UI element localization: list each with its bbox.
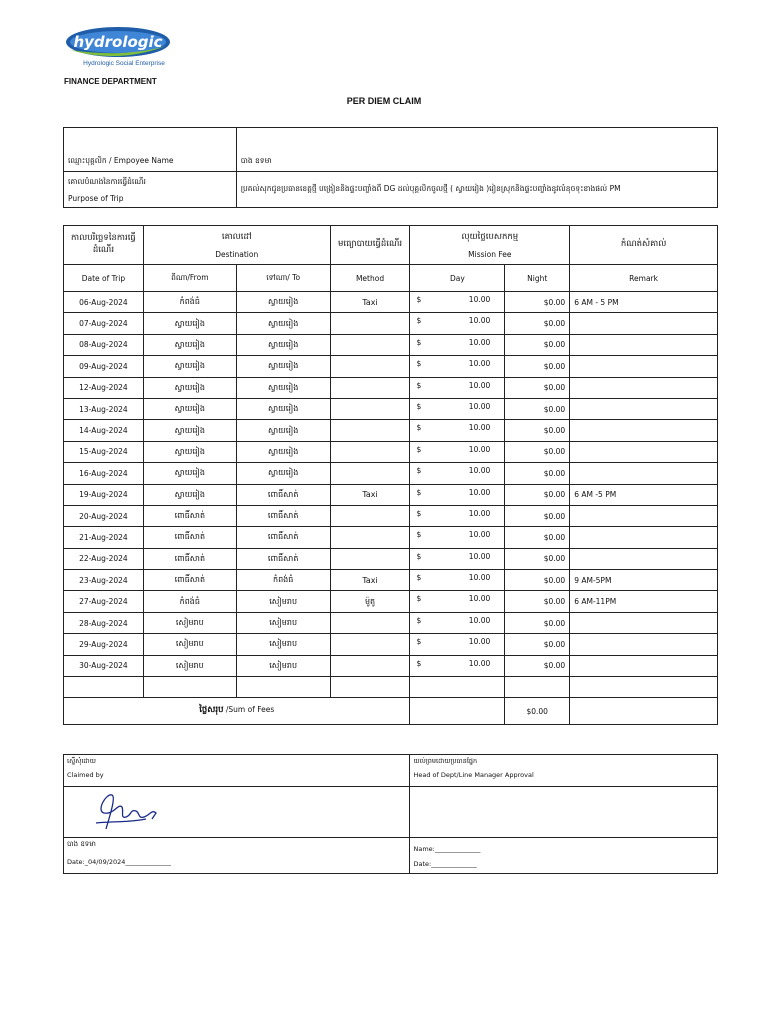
currency-symbol: $ (416, 615, 422, 625)
approval-en: Head of Dept/Line Manager Approval (413, 771, 534, 779)
trip-date-cell: 19-Aug-2024 (64, 484, 144, 505)
empty-cell (143, 677, 236, 698)
trip-method-cell (330, 334, 410, 355)
table-row (64, 463, 718, 484)
purpose-label (64, 172, 237, 208)
department-label: FINANCE DEPARTMENT (64, 77, 157, 86)
trip-remark-cell (570, 612, 718, 633)
trip-to-cell: ស្វាយរៀង (236, 356, 330, 377)
currency-symbol: $ (416, 380, 422, 390)
currency-symbol: $ (416, 508, 422, 518)
purpose-value: ប្រគល់សុកជូនប្រធានខេត្តថ្មី បង្រៀននិងផ្ទះបញ្ចាំងពី DG ដល់បុគ្គលិកចូលថ្មី ( ស្វាយរៀង )រៀនស្រុកនិងផ្ទះបញ្ចាំងនូវលំនុចទុះខាងផល់ PM (236, 172, 717, 208)
trip-night-fee-cell: $0.00 (505, 634, 570, 655)
day-fee-amount: 10.00 (468, 658, 491, 668)
svg-text:hydrologic: hydrologic (73, 33, 163, 51)
trip-remark-cell (570, 634, 718, 655)
day-fee-amount: 10.00 (468, 530, 491, 540)
currency-symbol: $ (416, 295, 422, 304)
claimant-signature-box (64, 787, 410, 838)
trip-night-fee-cell: $0.00 (505, 612, 570, 633)
trip-to-cell: កំពង់ធំ (236, 570, 330, 591)
day-fee-amount: 10.00 (468, 380, 491, 390)
trip-method-cell (330, 527, 410, 548)
trip-date-cell: 08-Aug-2024 (64, 334, 144, 355)
empty-cell (64, 677, 144, 698)
currency-symbol: $ (416, 444, 422, 454)
trip-day-fee-cell (410, 527, 505, 548)
trip-night-fee-cell: $0.00 (505, 505, 570, 526)
header-destination-en: Destination (215, 249, 259, 259)
employee-name-value: បាង ឧទមា (236, 128, 717, 172)
trip-night-fee-cell: $0.00 (505, 334, 570, 355)
approver-date: Date:______________ (413, 860, 477, 868)
trip-remark-cell (570, 441, 718, 462)
header-night: Night (505, 265, 570, 292)
trip-method-cell (330, 612, 410, 633)
trip-day-fee-cell (410, 313, 505, 334)
trip-night-fee-cell: $0.00 (505, 527, 570, 548)
trip-date-cell: 27-Aug-2024 (64, 591, 144, 612)
header-from: ពីណា/From (143, 265, 236, 292)
trip-method-cell (330, 655, 410, 676)
trip-from-cell: កំពង់ធំ (143, 591, 236, 612)
currency-symbol: $ (416, 573, 422, 583)
trip-to-cell: សៀមរាប (236, 591, 330, 612)
table-row (64, 420, 718, 441)
table-row (64, 441, 718, 462)
table-row (64, 505, 718, 526)
trip-to-cell: ស្វាយរៀង (236, 420, 330, 441)
trip-from-cell: ស្វាយរៀង (143, 356, 236, 377)
trip-from-cell: ពោធិ៍សាត់ (143, 548, 236, 569)
trip-to-cell: ពោធិ៍សាត់ (236, 527, 330, 548)
trip-to-cell: ស្វាយរៀង (236, 377, 330, 398)
table-row (64, 334, 718, 355)
logo-tagline: Hydrologic Social Enterprise (83, 60, 165, 67)
empty-cell (410, 677, 505, 698)
trip-remark-cell (570, 313, 718, 334)
trip-method-cell: Taxi (330, 484, 410, 505)
table-row (64, 292, 718, 313)
trip-from-cell: ស្វាយរៀង (143, 441, 236, 462)
trip-to-cell: ស្វាយរៀង (236, 463, 330, 484)
trip-from-cell: ស្វាយរៀង (143, 420, 236, 441)
trip-night-fee-cell: $0.00 (505, 356, 570, 377)
day-fee-amount: 10.00 (468, 316, 491, 326)
table-row (64, 548, 718, 569)
header-remark-en: Remark (570, 265, 718, 292)
trip-day-fee-cell (410, 655, 505, 676)
day-fee-amount: 10.00 (468, 594, 491, 604)
trip-to-cell: សៀមរាប (236, 655, 330, 676)
trip-night-fee-cell: $0.00 (505, 570, 570, 591)
per-diem-table (63, 225, 718, 725)
approver-name: Name:______________ (413, 845, 481, 853)
header-date-km: កាលបរិច្ឆេទនៃការធ្វើដំណើរ (64, 226, 144, 265)
signature-table (63, 754, 718, 874)
header-fee-en: Mission Fee (468, 249, 512, 259)
day-fee-amount: 10.00 (468, 444, 491, 454)
trip-to-cell: សៀមរាប (236, 612, 330, 633)
trip-method-cell: ម៉ូតូ (330, 591, 410, 612)
trip-night-fee-cell: $0.00 (505, 441, 570, 462)
trip-night-fee-cell: $0.00 (505, 484, 570, 505)
header-method-en: Method (330, 265, 410, 292)
trip-from-cell: ស្វាយរៀង (143, 463, 236, 484)
trip-day-fee-cell (410, 356, 505, 377)
trip-from-cell: កំពង់ធំ (143, 292, 236, 313)
empty-cell (570, 677, 718, 698)
trip-from-cell: សៀមរាប (143, 612, 236, 633)
header-date-en: Date of Trip (64, 265, 144, 292)
currency-symbol: $ (416, 401, 422, 411)
claimant-date: Date:_04/09/2024______________ (67, 858, 171, 866)
table-row (64, 356, 718, 377)
trip-date-cell: 21-Aug-2024 (64, 527, 144, 548)
trip-remark-cell (570, 356, 718, 377)
approval-header (410, 755, 718, 787)
trip-date-cell: 07-Aug-2024 (64, 313, 144, 334)
day-fee-amount: 10.00 (468, 637, 491, 647)
currency-symbol: $ (416, 359, 422, 369)
trip-method-cell (330, 505, 410, 526)
currency-symbol: $ (416, 551, 422, 561)
trip-day-fee-cell (410, 591, 505, 612)
day-fee-amount: 10.00 (468, 551, 491, 561)
trip-day-fee-cell (410, 612, 505, 633)
table-row (64, 591, 718, 612)
day-fee-amount: 10.00 (468, 508, 491, 518)
trip-to-cell: ពោធិ៍សាត់ (236, 548, 330, 569)
trip-method-cell: Taxi (330, 292, 410, 313)
trip-remark-cell (570, 548, 718, 569)
empty-cell (505, 677, 570, 698)
trip-remark-cell (570, 463, 718, 484)
empty-cell (330, 677, 410, 698)
trip-date-cell: 15-Aug-2024 (64, 441, 144, 462)
trip-to-cell: ស្វាយរៀង (236, 313, 330, 334)
trip-to-cell: ស្វាយរៀង (236, 334, 330, 355)
purpose-label-en: Purpose of Trip (68, 193, 124, 203)
trip-method-cell (330, 441, 410, 462)
claimant-name: បាង ឧទមា (67, 840, 96, 848)
header-remark-km: កំណត់សំគាល់ (570, 226, 718, 265)
header-mission-fee (410, 226, 570, 265)
trip-day-fee-cell (410, 420, 505, 441)
trip-remark-cell (570, 420, 718, 441)
trip-remark-cell (570, 334, 718, 355)
approver-details (410, 838, 718, 874)
claimed-by-header (64, 755, 410, 787)
day-fee-amount: 10.00 (468, 573, 491, 583)
trip-date-cell: 30-Aug-2024 (64, 655, 144, 676)
trip-date-cell: 06-Aug-2024 (64, 292, 144, 313)
trip-remark-cell: 6 AM -5 PM (570, 484, 718, 505)
day-fee-amount: 10.00 (468, 401, 491, 411)
page-title: PER DIEM CLAIM (346, 96, 422, 106)
trip-remark-cell (570, 527, 718, 548)
claimed-by-km: ស្នើសុំដោយ (67, 757, 96, 765)
trip-to-cell: ពោធិ៍សាត់ (236, 484, 330, 505)
trip-to-cell: ស្វាយរៀង (236, 441, 330, 462)
header-destination (143, 226, 330, 265)
trip-night-fee-cell: $0.00 (505, 398, 570, 419)
trip-from-cell: ស្វាយរៀង (143, 398, 236, 419)
table-row (64, 313, 718, 334)
trip-day-fee-cell (410, 398, 505, 419)
trip-method-cell: Taxi (330, 570, 410, 591)
trip-night-fee-cell: $0.00 (505, 420, 570, 441)
trip-from-cell: ស្វាយរៀង (143, 484, 236, 505)
trip-method-cell (330, 377, 410, 398)
trip-to-cell: សៀមរាប (236, 634, 330, 655)
table-row (64, 377, 718, 398)
trip-method-cell (330, 356, 410, 377)
trip-night-fee-cell: $0.00 (505, 313, 570, 334)
trip-day-fee-cell (410, 441, 505, 462)
trip-remark-cell: 9 AM-5PM (570, 570, 718, 591)
day-fee-amount: 10.00 (468, 615, 491, 625)
approver-signature-box (410, 787, 718, 838)
currency-symbol: $ (416, 466, 422, 476)
trip-date-cell: 14-Aug-2024 (64, 420, 144, 441)
day-fee-amount: 10.00 (468, 337, 491, 347)
sum-of-fees-label: ថ្លៃសរុប /Sum of Fees (64, 698, 410, 725)
trip-night-fee-cell: $0.00 (505, 655, 570, 676)
trip-day-fee-cell (410, 463, 505, 484)
trip-from-cell: ស្វាយរៀង (143, 377, 236, 398)
header-fee-km: លុយថ្លៃបេសកកម្ម (461, 231, 519, 242)
table-row (64, 634, 718, 655)
trip-night-fee-cell: $0.00 (505, 377, 570, 398)
trip-remark-cell (570, 398, 718, 419)
day-fee-amount: 10.00 (468, 295, 491, 304)
day-fee-amount: 10.00 (468, 487, 491, 497)
table-row (64, 527, 718, 548)
table-row (64, 612, 718, 633)
trip-day-fee-cell (410, 484, 505, 505)
trip-day-fee-cell (410, 377, 505, 398)
trip-method-cell (330, 313, 410, 334)
table-row (64, 655, 718, 676)
header-to: ទៅណា/ To (236, 265, 330, 292)
trip-date-cell: 12-Aug-2024 (64, 377, 144, 398)
trip-from-cell: ស្វាយរៀង (143, 334, 236, 355)
trip-remark-cell (570, 505, 718, 526)
trip-to-cell: ស្វាយរៀង (236, 398, 330, 419)
currency-symbol: $ (416, 658, 422, 668)
trip-from-cell: ពោធិ៍សាត់ (143, 505, 236, 526)
trip-night-fee-cell: $0.00 (505, 591, 570, 612)
trip-from-cell: សៀមរាប (143, 655, 236, 676)
trip-day-fee-cell (410, 548, 505, 569)
trip-method-cell (330, 463, 410, 484)
trip-date-cell: 16-Aug-2024 (64, 463, 144, 484)
currency-symbol: $ (416, 594, 422, 604)
trip-from-cell: សៀមរាប (143, 634, 236, 655)
empty-cell (236, 677, 330, 698)
trip-to-cell: ពោធិ៍សាត់ (236, 505, 330, 526)
trip-day-fee-cell (410, 634, 505, 655)
purpose-label-km: គោលបំណងនៃការធ្វើដំណើរ (68, 176, 146, 186)
trip-from-cell: ពោធិ៍សាត់ (143, 527, 236, 548)
currency-symbol: $ (416, 316, 422, 326)
approval-km: យល់ព្រមដោយប្រធានផ្នែក (413, 757, 478, 765)
trip-day-fee-cell (410, 570, 505, 591)
trip-remark-cell: 6 AM-11PM (570, 591, 718, 612)
employee-info-table (63, 127, 718, 208)
trip-date-cell: 22-Aug-2024 (64, 548, 144, 569)
trip-date-cell: 29-Aug-2024 (64, 634, 144, 655)
claimant-details (64, 838, 410, 874)
trip-from-cell: ស្វាយរៀង (143, 313, 236, 334)
claimant-signature (86, 789, 166, 835)
trip-remark-cell (570, 377, 718, 398)
trip-date-cell: 20-Aug-2024 (64, 505, 144, 526)
trip-date-cell: 23-Aug-2024 (64, 570, 144, 591)
trip-remark-cell (570, 655, 718, 676)
sum-day-cell (410, 698, 505, 725)
currency-symbol: $ (416, 423, 422, 433)
trip-method-cell (330, 420, 410, 441)
trip-night-fee-cell: $0.00 (505, 292, 570, 313)
header-day: Day (410, 265, 505, 292)
trip-to-cell: ស្វាយរៀង (236, 292, 330, 313)
trip-date-cell: 09-Aug-2024 (64, 356, 144, 377)
trip-night-fee-cell: $0.00 (505, 548, 570, 569)
table-row (64, 398, 718, 419)
trip-method-cell (330, 548, 410, 569)
trip-date-cell: 28-Aug-2024 (64, 612, 144, 633)
currency-symbol: $ (416, 337, 422, 347)
day-fee-amount: 10.00 (468, 423, 491, 433)
header-destination-km: គោលដៅ (221, 231, 252, 242)
currency-symbol: $ (416, 637, 422, 647)
sum-remark-cell (570, 698, 718, 725)
employee-name-label: ឈ្មោះបុគ្គលិក / Empoyee Name (64, 128, 237, 172)
day-fee-amount: 10.00 (468, 466, 491, 476)
table-row (64, 484, 718, 505)
trip-date-cell: 13-Aug-2024 (64, 398, 144, 419)
sum-of-fees-value: $0.00 (505, 698, 570, 725)
claimed-by-en: Claimed by (67, 771, 104, 779)
trip-method-cell (330, 634, 410, 655)
trip-day-fee-cell (410, 292, 505, 313)
trip-day-fee-cell (410, 505, 505, 526)
trip-from-cell: ពោធិ៍សាត់ (143, 570, 236, 591)
currency-symbol: $ (416, 530, 422, 540)
currency-symbol: $ (416, 487, 422, 497)
trip-day-fee-cell (410, 334, 505, 355)
table-row (64, 570, 718, 591)
trip-night-fee-cell: $0.00 (505, 463, 570, 484)
trip-remark-cell: 6 AM - 5 PM (570, 292, 718, 313)
day-fee-amount: 10.00 (468, 359, 491, 369)
header-method-km: មធ្យោបាយធ្វើដំណើរ (330, 226, 410, 265)
trip-method-cell (330, 398, 410, 419)
